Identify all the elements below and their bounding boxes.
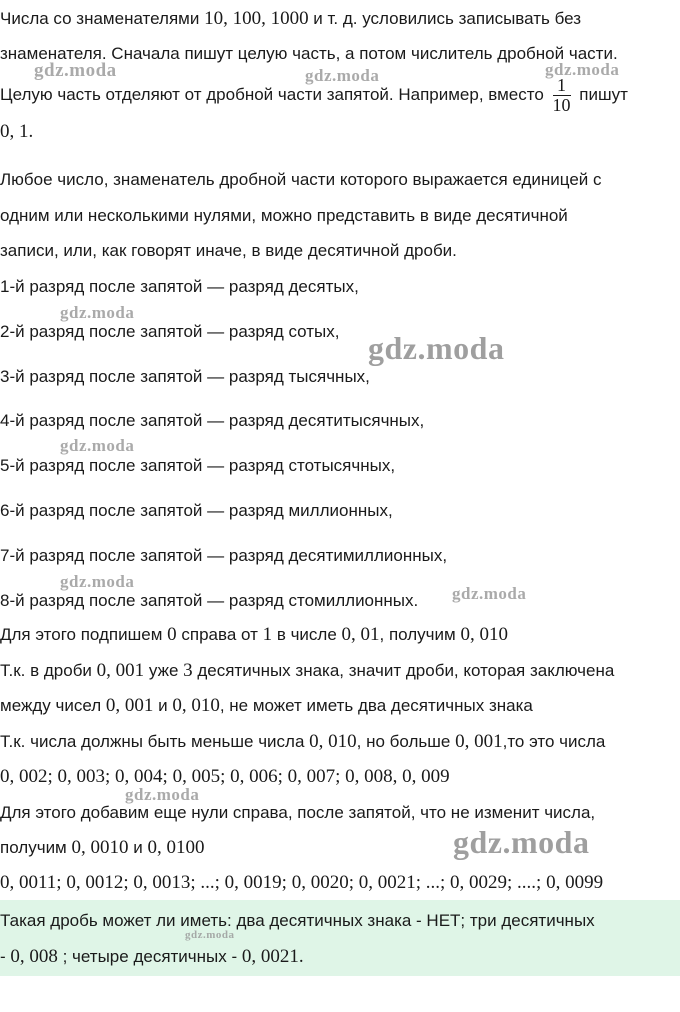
watermark: gdz.moda: [305, 66, 380, 85]
solution-line-2: Т.к. в дроби 0, 001 уже 3 десятичных знака, значит дроби, которая заключена: [0, 660, 615, 681]
solution-line-7: получим 0, 0010 и 0, 0100: [0, 837, 205, 858]
watermark: gdz.moda: [452, 584, 527, 603]
solution-line-8: 0, 0011; 0, 0012; 0, 0013; ...; 0, 0019; 0, 0020; 0, 0021; ...; 0, 0029; ....; 0, 0099: [0, 872, 604, 893]
definition-line-3: записи, или, как говорят иначе, в виде десятичной дроби.: [0, 241, 457, 260]
rank-item-8: 8-й разряд после запятой — разряд стомиллионных.: [0, 591, 419, 610]
watermark: gdz.moda: [60, 436, 135, 455]
definition-line-1: Любое число, знаменатель дробной части которого выражается единицей с: [0, 170, 602, 189]
intro-line-3: Целую часть отделяют от дробной части запятой. Например, вместо $\frac{1}{10}$ пишут: [0, 75, 628, 116]
watermark: gdz.moda: [60, 303, 135, 322]
rank-item-3: 3-й разряд после запятой — разряд тысячных,: [0, 367, 370, 386]
rank-item-2: 2-й разряд после запятой — разряд сотых,: [0, 322, 340, 341]
rank-item-1: 1-й разряд после запятой — разряд десятых,: [0, 277, 359, 296]
watermark: gdz.moda: [60, 572, 135, 591]
rank-item-5: 5-й разряд после запятой — разряд стотысячных,: [0, 456, 396, 475]
solution-line-4: Т.к. числа должны быть меньше числа 0, 010, но больше 0, 001,то это числа: [0, 731, 606, 752]
answer-line-1: Такая дробь может ли иметь: два десятичных знака - НЕТ; три десятичных: [0, 911, 595, 930]
rank-item-6: 6-й разряд после запятой — разряд миллионных,: [0, 501, 393, 520]
intro-line-2: знаменателя. Сначала пишут целую часть, а потом числитель дробной части.: [0, 44, 618, 63]
solution-line-3: между чисел 0, 001 и 0, 010, не может иметь два десятичных знака: [0, 695, 533, 716]
watermark: gdz.moda: [368, 330, 505, 366]
watermark: gdz.moda: [453, 824, 590, 860]
rank-item-7: 7-й разряд после запятой — разряд десятимиллионных,: [0, 546, 448, 565]
watermark: gdz.moda: [125, 785, 200, 804]
watermark: gdz.moda: [185, 929, 235, 941]
intro-line-1: Числа со знаменателями 10, 100, 1000 и т. д. условились записывать без: [0, 8, 581, 29]
intro-line-4: 0, 1.: [0, 121, 34, 142]
solution-line-6: Для этого добавим еще нули справа, после запятой, что не изменит числа,: [0, 803, 596, 822]
watermark: gdz.moda: [34, 60, 117, 81]
answer-line-2: - 0, 008 ; четыре десятичных - 0, 0021.: [0, 946, 304, 967]
solution-line-1: Для этого подпишем 0 справа от 1 в числе 0, 01, получим 0, 010: [0, 624, 508, 645]
definition-line-2: одним или несколькими нулями, можно представить в виде десятичной: [0, 206, 568, 225]
solution-line-5: 0, 002; 0, 003; 0, 004; 0, 005; 0, 006; 0, 007; 0, 008, 0, 009: [0, 766, 450, 787]
rank-item-4: 4-й разряд после запятой — разряд десятитысячных,: [0, 411, 425, 430]
watermark: gdz.moda: [545, 60, 620, 79]
fraction-one-tenth: $\frac{1}{10}$: [552, 75, 571, 116]
